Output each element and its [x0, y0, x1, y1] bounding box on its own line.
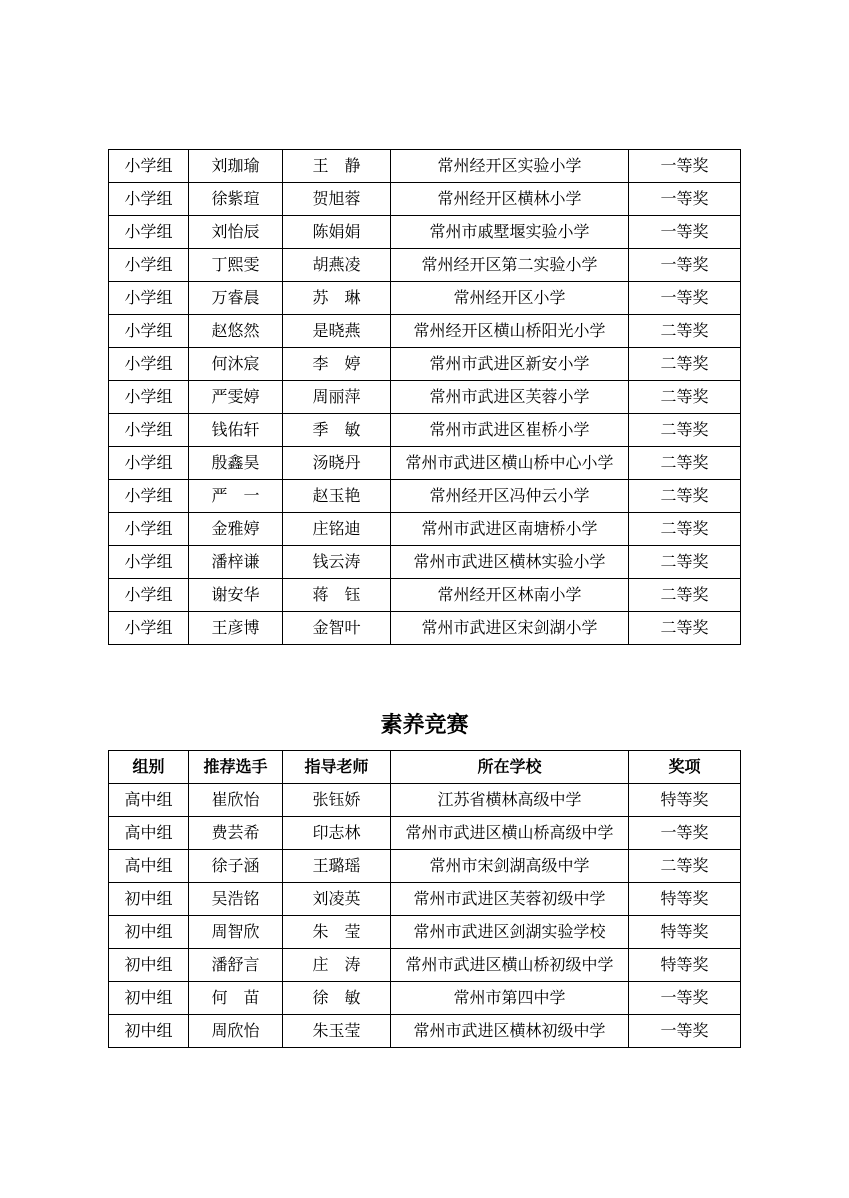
award-table-literacy-body: [109, 784, 741, 1048]
cell-award: 一等奖: [629, 817, 741, 850]
cell-school: 常州市武进区横山桥中心小学: [391, 447, 629, 480]
table-row: [109, 480, 741, 513]
section-title: 素养竞赛: [380, 712, 469, 738]
cell-award: 特等奖: [629, 784, 741, 817]
cell-group: 初中组: [109, 982, 189, 1015]
cell-group: 小学组: [109, 183, 189, 216]
table-row: [109, 883, 741, 916]
table-row: [109, 414, 741, 447]
cell-award: 二等奖: [629, 381, 741, 414]
cell-teacher: 朱 莹: [283, 916, 391, 949]
cell-student: 何沐宸: [189, 348, 283, 381]
cell-student: 严 一: [189, 480, 283, 513]
table-header-row: [109, 751, 741, 784]
cell-school: 常州经开区实验小学: [391, 150, 629, 183]
cell-award: 二等奖: [629, 612, 741, 645]
cell-teacher: 季 敏: [283, 414, 391, 447]
cell-student: 崔欣怡: [189, 784, 283, 817]
cell-teacher: 汤晓丹: [283, 447, 391, 480]
cell-award: 二等奖: [629, 480, 741, 513]
cell-teacher: 王 静: [283, 150, 391, 183]
cell-school: 常州市武进区宋剑湖小学: [391, 612, 629, 645]
cell-group: 小学组: [109, 579, 189, 612]
cell-school: 常州经开区横林小学: [391, 183, 629, 216]
cell-award: 二等奖: [629, 315, 741, 348]
cell-student: 周欣怡: [189, 1015, 283, 1048]
cell-student: 潘舒言: [189, 949, 283, 982]
cell-award: 一等奖: [629, 183, 741, 216]
cell-group: 小学组: [109, 249, 189, 282]
cell-school: 常州市武进区横山桥高级中学: [391, 817, 629, 850]
header-award: 奖项: [629, 751, 741, 784]
cell-student: 吴浩铭: [189, 883, 283, 916]
cell-group: 初中组: [109, 949, 189, 982]
cell-group: 小学组: [109, 150, 189, 183]
cell-award: 一等奖: [629, 1015, 741, 1048]
cell-student: 谢安华: [189, 579, 283, 612]
cell-award: 二等奖: [629, 513, 741, 546]
cell-teacher: 刘凌英: [283, 883, 391, 916]
cell-award: 二等奖: [629, 850, 741, 883]
table-row: [109, 183, 741, 216]
cell-school: 常州市武进区横林初级中学: [391, 1015, 629, 1048]
cell-award: 二等奖: [629, 348, 741, 381]
cell-school: 常州市武进区新安小学: [391, 348, 629, 381]
cell-student: 徐子涵: [189, 850, 283, 883]
cell-group: 小学组: [109, 348, 189, 381]
table-row: [109, 579, 741, 612]
cell-award: 特等奖: [629, 949, 741, 982]
cell-student: 丁熙雯: [189, 249, 283, 282]
cell-school: 常州经开区小学: [391, 282, 629, 315]
cell-award: 特等奖: [629, 916, 741, 949]
cell-teacher: 蒋 钰: [283, 579, 391, 612]
table-row: [109, 447, 741, 480]
cell-group: 小学组: [109, 612, 189, 645]
header-teacher: 指导老师: [283, 751, 391, 784]
cell-student: 周智欣: [189, 916, 283, 949]
cell-school: 常州市武进区横林实验小学: [391, 546, 629, 579]
cell-award: 一等奖: [629, 282, 741, 315]
cell-award: 一等奖: [629, 982, 741, 1015]
table-row: [109, 850, 741, 883]
cell-teacher: 李 婷: [283, 348, 391, 381]
cell-student: 费芸希: [189, 817, 283, 850]
cell-group: 小学组: [109, 381, 189, 414]
cell-school: 常州市武进区剑湖实验学校: [391, 916, 629, 949]
table-row: [109, 817, 741, 850]
cell-student: 徐紫瑄: [189, 183, 283, 216]
table-row: [109, 612, 741, 645]
award-table-literacy: [108, 750, 741, 1048]
table-row: [109, 216, 741, 249]
cell-group: 初中组: [109, 916, 189, 949]
table-row: [109, 150, 741, 183]
table-row: [109, 513, 741, 546]
cell-teacher: 陈娟娟: [283, 216, 391, 249]
table-row: [109, 949, 741, 982]
cell-school: 江苏省横林高级中学: [391, 784, 629, 817]
cell-group: 小学组: [109, 447, 189, 480]
table-row: [109, 1015, 741, 1048]
cell-school: 常州市武进区崔桥小学: [391, 414, 629, 447]
cell-student: 刘珈瑜: [189, 150, 283, 183]
cell-teacher: 贺旭蓉: [283, 183, 391, 216]
cell-group: 小学组: [109, 480, 189, 513]
table-row: [109, 982, 741, 1015]
cell-school: 常州市武进区南塘桥小学: [391, 513, 629, 546]
award-table-primary-body: [109, 150, 741, 645]
award-table-primary: [108, 149, 741, 645]
cell-group: 小学组: [109, 315, 189, 348]
cell-teacher: 印志林: [283, 817, 391, 850]
cell-award: 一等奖: [629, 150, 741, 183]
cell-teacher: 庄 涛: [283, 949, 391, 982]
cell-group: 高中组: [109, 850, 189, 883]
cell-school: 常州市宋剑湖高级中学: [391, 850, 629, 883]
cell-school: 常州经开区第二实验小学: [391, 249, 629, 282]
cell-award: 二等奖: [629, 447, 741, 480]
table-row: [109, 546, 741, 579]
table-row: [109, 282, 741, 315]
cell-school: 常州市武进区芙蓉初级中学: [391, 883, 629, 916]
table-row: [109, 381, 741, 414]
cell-school: 常州经开区横山桥阳光小学: [391, 315, 629, 348]
cell-student: 严雯婷: [189, 381, 283, 414]
cell-group: 小学组: [109, 414, 189, 447]
cell-student: 赵悠然: [189, 315, 283, 348]
cell-teacher: 胡燕凌: [283, 249, 391, 282]
cell-student: 万睿晨: [189, 282, 283, 315]
cell-group: 小学组: [109, 546, 189, 579]
cell-award: 特等奖: [629, 883, 741, 916]
table-row: [109, 249, 741, 282]
header-student: 推荐选手: [189, 751, 283, 784]
cell-school: 常州市第四中学: [391, 982, 629, 1015]
cell-award: 二等奖: [629, 546, 741, 579]
cell-teacher: 张钰娇: [283, 784, 391, 817]
cell-group: 小学组: [109, 513, 189, 546]
cell-school: 常州市武进区横山桥初级中学: [391, 949, 629, 982]
cell-award: 二等奖: [629, 579, 741, 612]
cell-group: 初中组: [109, 883, 189, 916]
cell-group: 高中组: [109, 784, 189, 817]
cell-teacher: 钱云涛: [283, 546, 391, 579]
cell-group: 小学组: [109, 216, 189, 249]
cell-student: 金雅婷: [189, 513, 283, 546]
cell-teacher: 金智叶: [283, 612, 391, 645]
cell-teacher: 王璐瑶: [283, 850, 391, 883]
cell-student: 潘梓谦: [189, 546, 283, 579]
table-row: [109, 784, 741, 817]
cell-student: 何 苗: [189, 982, 283, 1015]
cell-student: 王彦博: [189, 612, 283, 645]
cell-teacher: 周丽萍: [283, 381, 391, 414]
cell-school: 常州市戚墅堰实验小学: [391, 216, 629, 249]
header-school: 所在学校: [391, 751, 629, 784]
cell-school: 常州市武进区芙蓉小学: [391, 381, 629, 414]
cell-group: 高中组: [109, 817, 189, 850]
cell-teacher: 苏 琳: [283, 282, 391, 315]
cell-teacher: 徐 敏: [283, 982, 391, 1015]
cell-award: 一等奖: [629, 216, 741, 249]
cell-teacher: 是晓燕: [283, 315, 391, 348]
cell-student: 刘怡辰: [189, 216, 283, 249]
cell-school: 常州经开区冯仲云小学: [391, 480, 629, 513]
table-row: [109, 348, 741, 381]
cell-group: 初中组: [109, 1015, 189, 1048]
table-row: [109, 315, 741, 348]
header-group: 组别: [109, 751, 189, 784]
cell-teacher: 朱玉莹: [283, 1015, 391, 1048]
cell-teacher: 赵玉艳: [283, 480, 391, 513]
cell-award: 一等奖: [629, 249, 741, 282]
cell-student: 钱佑轩: [189, 414, 283, 447]
table-row: [109, 916, 741, 949]
cell-school: 常州经开区林南小学: [391, 579, 629, 612]
cell-teacher: 庄铭迪: [283, 513, 391, 546]
cell-group: 小学组: [109, 282, 189, 315]
cell-award: 二等奖: [629, 414, 741, 447]
cell-student: 殷鑫昊: [189, 447, 283, 480]
